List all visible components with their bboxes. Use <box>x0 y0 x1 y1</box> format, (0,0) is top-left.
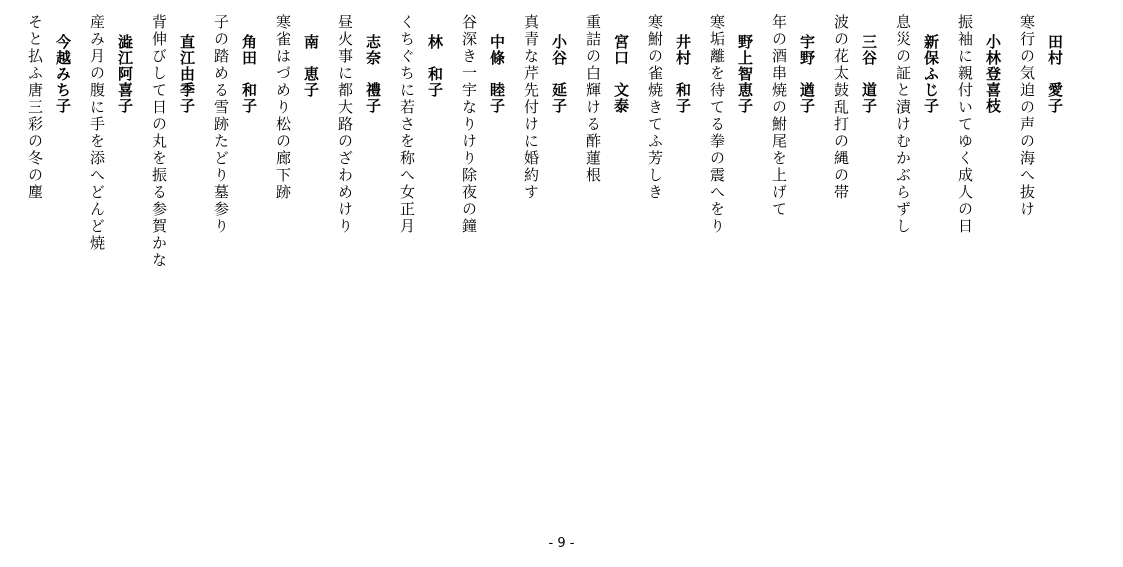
haiku-entry <box>765 14 821 344</box>
page-number: - 9 - <box>548 536 575 551</box>
haiku-entry <box>703 14 759 344</box>
author-name: 角田 和子 <box>240 34 258 114</box>
haiku-text: 年の酒串焼の鮒尾を上げて <box>770 14 788 218</box>
haiku-entry <box>455 14 511 344</box>
author-name: 井村 和子 <box>674 34 692 114</box>
haiku-text: 寒鮒の雀焼きてふ芳しき <box>646 14 664 201</box>
author-name: 田村 愛子 <box>1046 34 1064 114</box>
haiku-entry <box>269 14 325 344</box>
haiku-entry <box>21 14 77 344</box>
haiku-text: 背伸びして日の丸を振る参賀かな <box>150 14 168 269</box>
haiku-text: 重詰の白輝ける酢蓮根 <box>584 14 602 184</box>
haiku-entry <box>951 14 1007 344</box>
haiku-entry <box>393 14 449 344</box>
author-name: 小林登喜枝 <box>984 34 1002 114</box>
haiku-entry <box>145 14 201 344</box>
haiku-text: くちぐちに若さを称へ女正月 <box>398 14 416 235</box>
haiku-entry <box>579 14 635 344</box>
haiku-list <box>21 14 1075 344</box>
haiku-text: 谷深き一宇なりけり除夜の鐘 <box>460 14 478 235</box>
haiku-entry <box>827 14 883 344</box>
author-name: 南 恵子 <box>302 34 320 98</box>
haiku-text: 寒行の気迫の声の海へ抜け <box>1018 14 1036 218</box>
author-name: 三谷 道子 <box>860 34 878 114</box>
haiku-entry <box>889 14 945 344</box>
haiku-entry <box>83 14 139 344</box>
author-name: 小谷 延子 <box>550 34 568 114</box>
haiku-text: 産み月の腹に手を添へどんど焼 <box>88 14 106 252</box>
haiku-text: 振袖に親付いてゆく成人の日 <box>956 14 974 235</box>
author-name: 宇野 遒子 <box>798 34 816 114</box>
haiku-entry <box>517 14 573 344</box>
author-name: 澁江阿喜子 <box>116 34 134 114</box>
author-name: 中條 睦子 <box>488 34 506 114</box>
author-name: 林 和子 <box>426 34 444 98</box>
author-name: 志奈 禮子 <box>364 34 382 114</box>
haiku-text: そと払ふ唐三彩の冬の塵 <box>26 14 44 201</box>
haiku-entry <box>641 14 697 344</box>
haiku-entry <box>331 14 387 344</box>
author-name: 直江由季子 <box>178 34 196 114</box>
author-name: 野上智恵子 <box>736 34 754 114</box>
haiku-text: 寒垢離を待てる拳の震へをり <box>708 14 726 235</box>
author-name: 今越みち子 <box>54 34 72 114</box>
author-name: 宮口 文泰 <box>612 34 630 114</box>
haiku-text: 子の踏める雪跡たどり墓参り <box>212 14 230 235</box>
haiku-text: 昼火事に都大路のざわめけり <box>336 14 354 235</box>
haiku-text: 波の花太鼓乱打の縄の帯 <box>832 14 850 201</box>
haiku-entry <box>1013 14 1069 344</box>
haiku-text: 息災の証と漬けむかぶらずし <box>894 14 912 235</box>
author-name: 新保ふじ子 <box>922 34 940 114</box>
haiku-entry <box>207 14 263 344</box>
haiku-text: 寒雀はづめり松の廊下跡 <box>274 14 292 201</box>
haiku-text: 真青な芹先付けに婚約す <box>522 14 540 201</box>
